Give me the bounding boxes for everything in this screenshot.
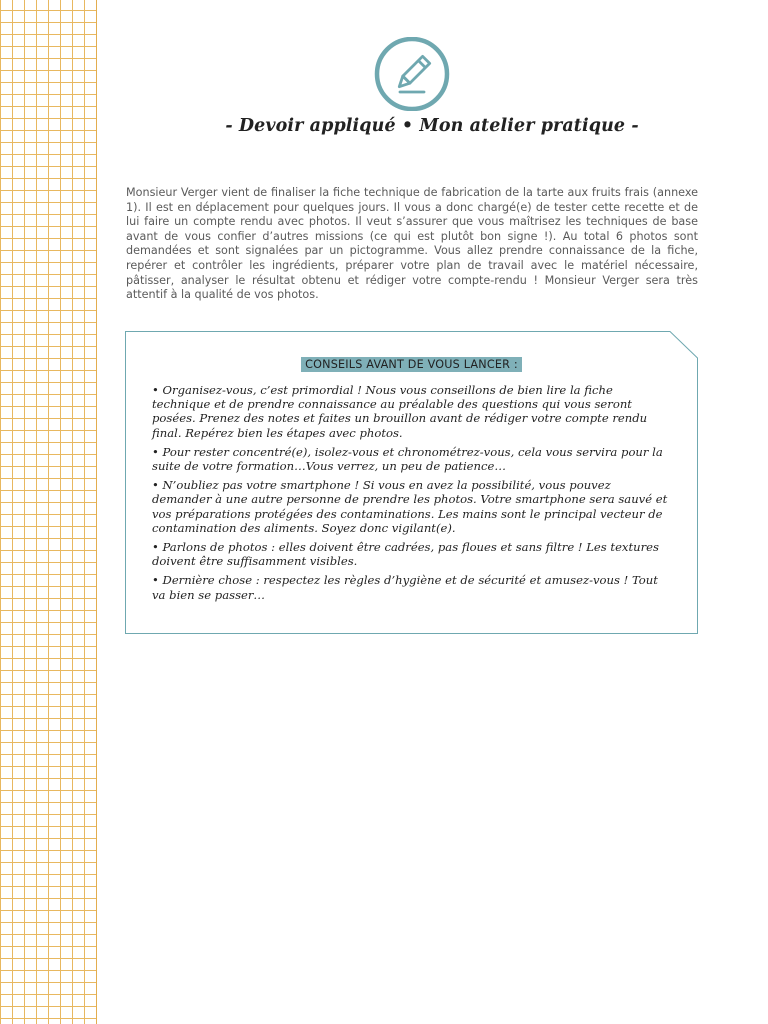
- page-title: - Devoir appliqué • Mon atelier pratique -: [225, 116, 639, 136]
- intro-paragraph: Monsieur Verger vient de finaliser la fiche technique de fabrication de la tarte aux fruits frais (annexe 1). Il est en déplacement pour quelques jours. Il vous a donc chargé(e) de tester cette recette et de lui faire un compte rendu avec photos. Il veut s’assurer que vous maîtrisez les techniques de base avant de vous confier d’autres missions (ce qui est plutôt bon signe !). Au total 6 photos sont demandées et sont signalées par un pictogramme. Vous allez prendre connaissance de la fiche, repérer et contrôler les ingrédients, préparer votre plan de travail avec le matériel nécessaire, pâtisser, analyser le résultat obtenu et rédiger votre compte-rendu ! Monsieur Verger sera très attentif à la qualité de vos photos.: [126, 186, 698, 302]
- tip-item: • Dernière chose : respectez les règles d’hygiène et de sécurité et amusez-vous ! Tout va bien se passer…: [152, 573, 658, 602]
- pencil-icon: [373, 37, 451, 111]
- tip-item: • Organisez-vous, c’est primordial ! Nous vous conseillons de bien lire la fiche technique et de prendre connaissance au préalable des questions qui vous seront posées. Prenez des notes et faites un brouillon avant de rédiger votre compte rendu final. Repérez bien les étapes avec photos.: [152, 383, 648, 440]
- tips-heading: CONSEILS AVANT DE VOUS LANCER :: [301, 357, 522, 372]
- graph-paper-margin: [0, 0, 97, 1024]
- tips-list: [152, 383, 672, 607]
- tip-item: • N’oubliez pas votre smartphone ! Si vous en avez la possibilité, vous pouvez demander à une autre personne de prendre les photos. Votre smartphone sera sauvé et vos préparations protégées des contaminations. Les mains sont le principal vecteur de contamination des aliments. Soyez donc vigilant(e).: [152, 478, 668, 535]
- tip-item: • Parlons de photos : elles doivent être cadrées, pas floues et sans filtre ! Les textures doivent être suffisamment visibles.: [152, 540, 659, 569]
- tips-box: [125, 331, 698, 634]
- tip-item: • Pour rester concentré(e), isolez-vous et chronométrez-vous, cela vous servira pour la suite de votre formation…Vous verrez, un peu de patience…: [152, 444, 663, 474]
